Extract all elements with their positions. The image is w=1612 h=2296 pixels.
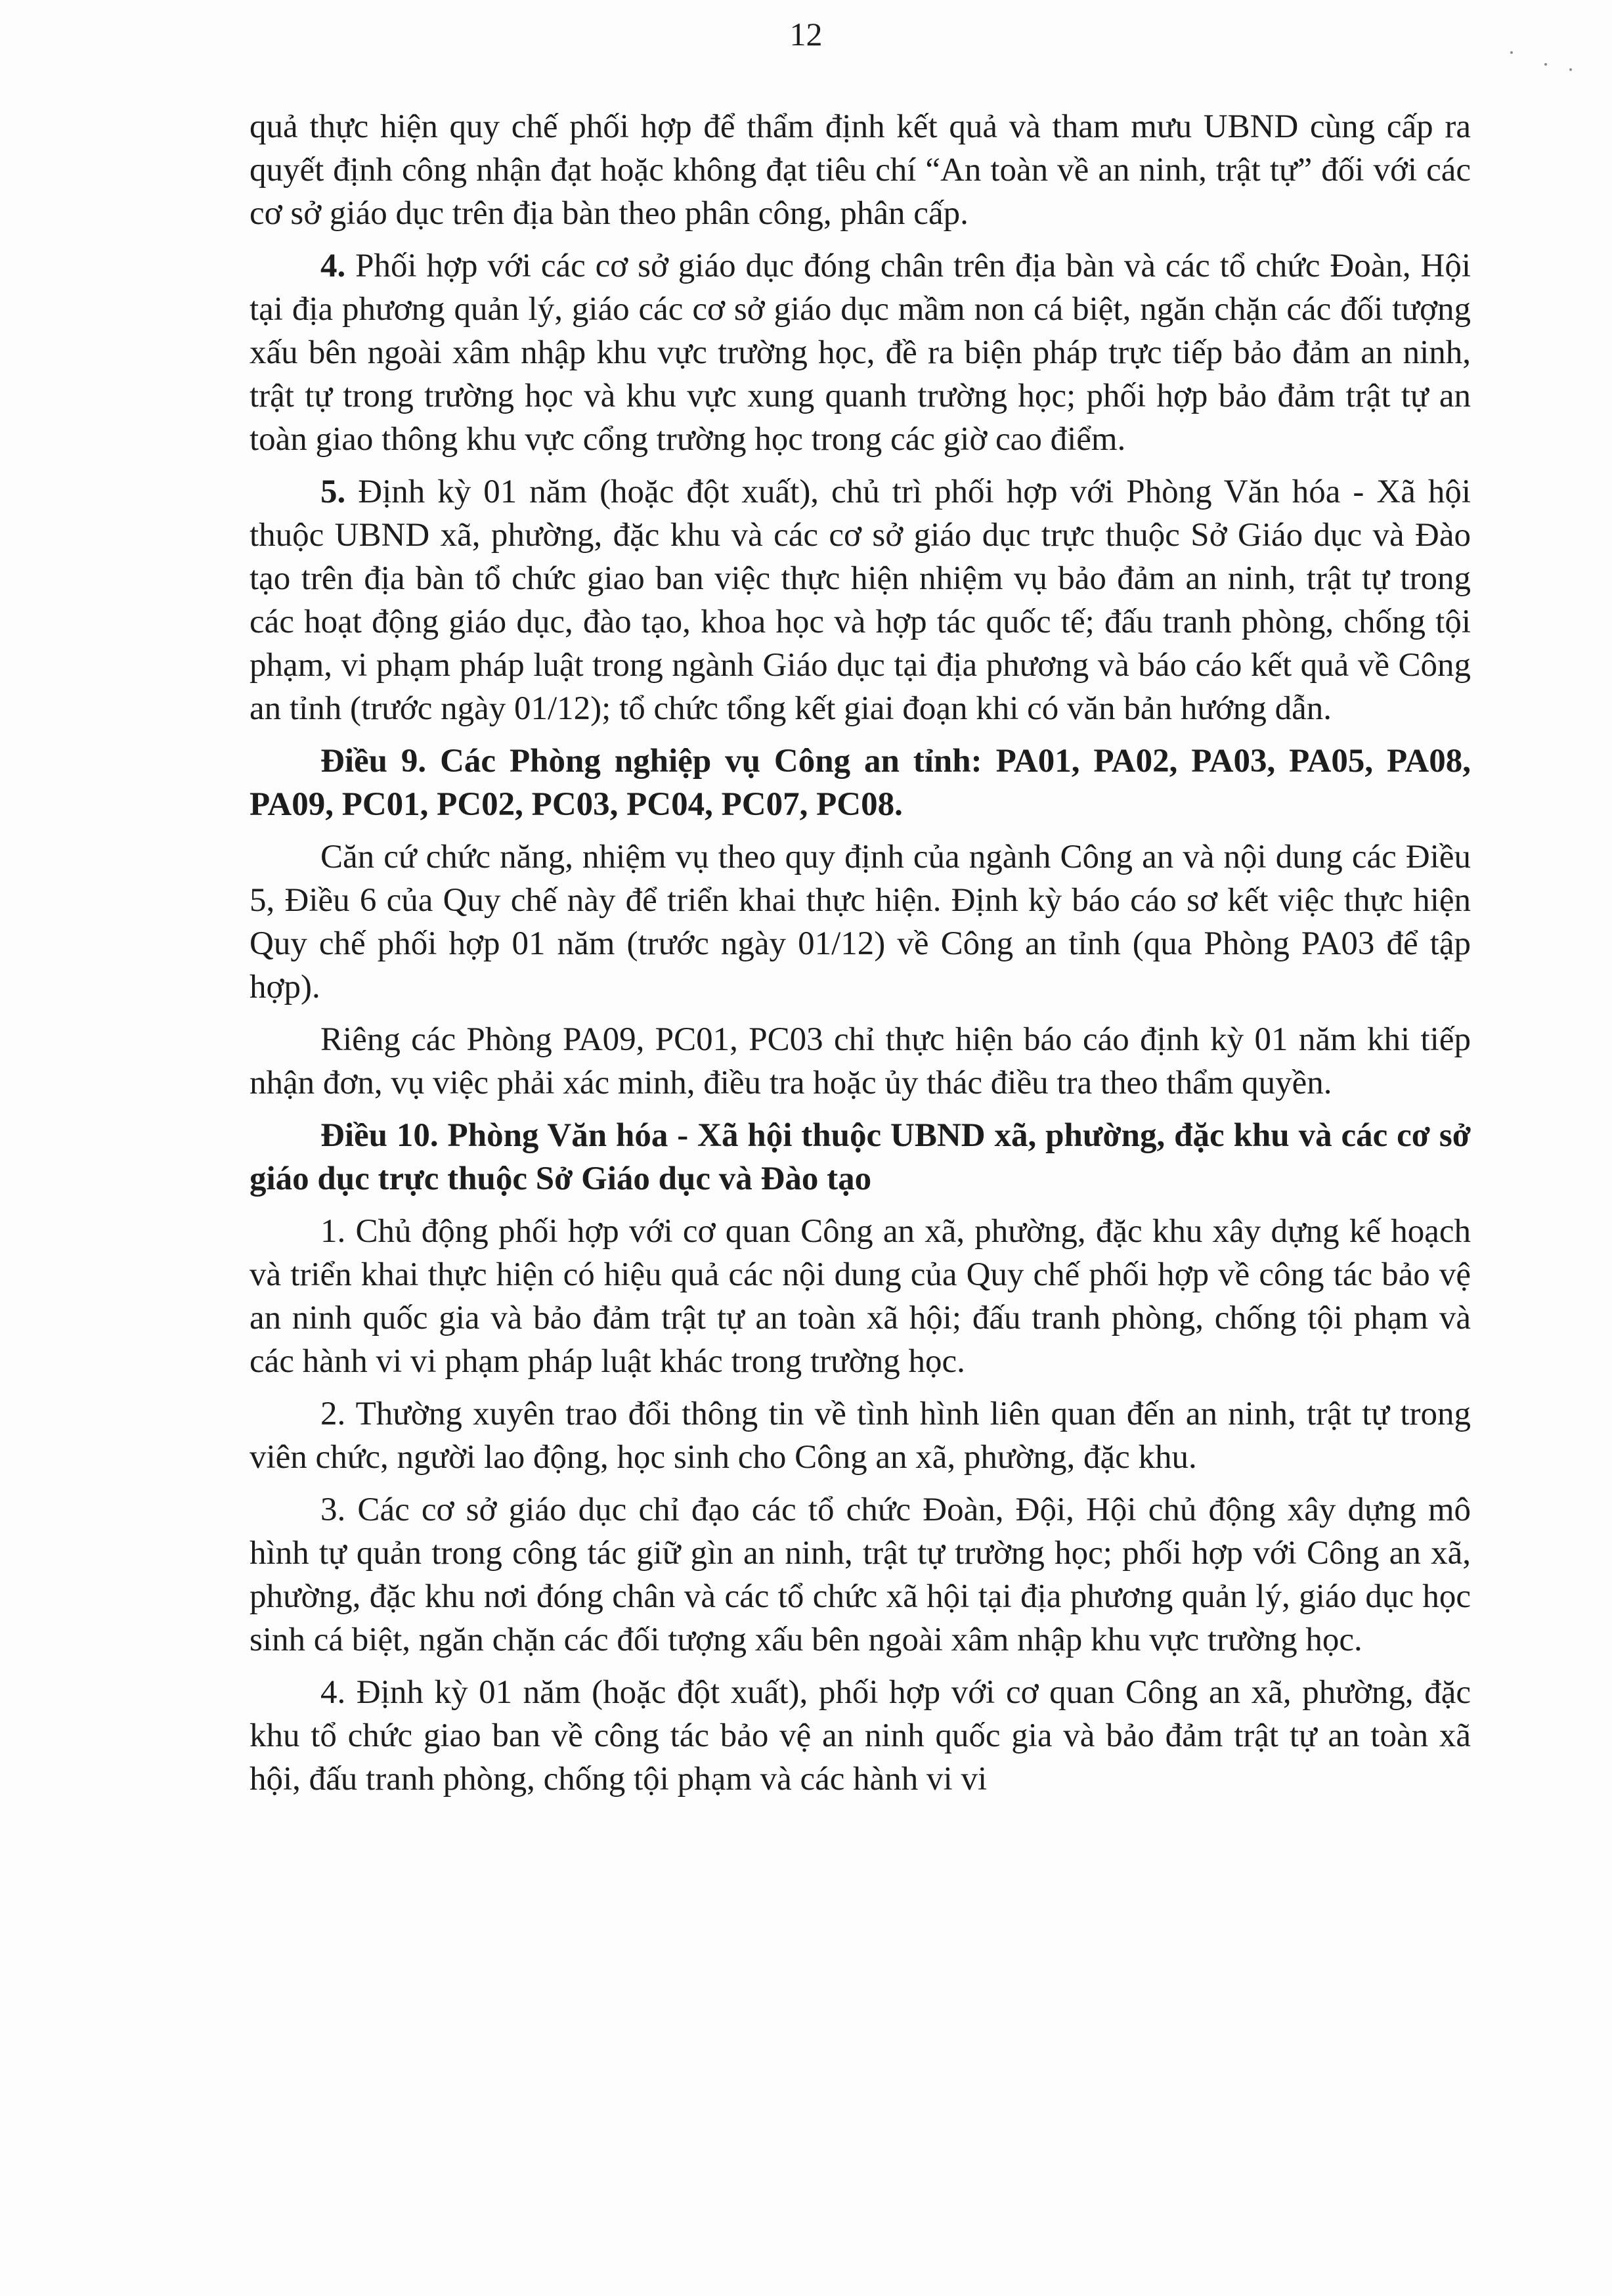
paragraph: Riêng các Phòng PA09, PC01, PC03 chỉ thực hiện báo cáo định kỳ 01 năm khi tiếp nhận đơn, vụ việc phải xác minh, điều tra hoặc ủy thác điều tra theo thẩm quyền. — [250, 1021, 1471, 1101]
scan-speck — [1569, 68, 1572, 71]
document-body — [250, 105, 1471, 1810]
paragraph-item-5 — [250, 470, 1471, 730]
paragraph-item-4: 4. Định kỳ 01 năm (hoặc đột xuất), phối hợp với cơ quan Công an xã, phường, đặc khu tổ chức giao ban về công tác bảo vệ an ninh quốc gia và bảo đảm trật tự an toàn xã hội, đấu tranh phòng, chống tội phạm và các hành vi vi — [250, 1674, 1471, 1798]
article-heading-9: Điều 9. Các Phòng nghiệp vụ Công an tỉnh: PA01, PA02, PA03, PA05, PA08, PA09, PC01, PC02, PC03, PC04, PC07, PC08. — [250, 743, 1471, 823]
page-number: 12 — [789, 16, 823, 53]
scan-speck — [1544, 63, 1547, 66]
item-text: Định kỳ 01 năm (hoặc đột xuất), chủ trì phối hợp với Phòng Văn hóa - Xã hội thuộc UBND xã, phường, đặc khu và các cơ sở giáo dục trực thuộc Sở Giáo dục và Đào tạo trên địa bàn tổ chức giao ban việc thực hiện nhiệm vụ bảo đảm an ninh, trật tự trong các hoạt động giáo dục, đào tạo, khoa học và hợp tác quốc tế; đấu tranh phòng, chống tội phạm, vi phạm pháp luật trong ngành Giáo dục tại địa phương và báo cáo kết quả về Công an tỉnh (trước ngày 01/12); tổ chức tổng kết giai đoạn khi có văn bản hướng dẫn. — [250, 474, 1471, 727]
item-text: Phối hợp với các cơ sở giáo dục đóng chân trên địa bàn và các tổ chức Đoàn, Hội tại địa phương quản lý, giáo các cơ sở giáo dục mầm non cá biệt, ngăn chặn các đối tượng xấu bên ngoài xâm nhập khu vực trường học, đề ra biện pháp trực tiếp bảo đảm an ninh, trật tự trong trường học và khu vực xung quanh trường học; phối hợp bảo đảm trật tự an toàn giao thông khu vực cổng trường học trong các giờ cao điểm. — [250, 248, 1471, 458]
paragraph-item-4 — [250, 244, 1471, 461]
paragraph-continued: quả thực hiện quy chế phối hợp để thẩm định kết quả và tham mưu UBND cùng cấp ra quyết định công nhận đạt hoặc không đạt tiêu chí “An toàn về an ninh, trật tự” đối với các cơ sở giáo dục trên địa bàn theo phân công, phân cấp. — [250, 108, 1471, 232]
paragraph-item-1: 1. Chủ động phối hợp với cơ quan Công an xã, phường, đặc khu xây dựng kế hoạch và triển khai thực hiện có hiệu quả các nội dung của Quy chế phối hợp về công tác bảo vệ an ninh quốc gia và bảo đảm trật tự an toàn xã hội; đấu tranh phòng, chống tội phạm và các hành vi vi phạm pháp luật khác trong trường học. — [250, 1213, 1471, 1380]
paragraph-item-3: 3. Các cơ sở giáo dục chỉ đạo các tổ chức Đoàn, Đội, Hội chủ động xây dựng mô hình tự quản trong công tác giữ gìn an ninh, trật tự trường học; phối hợp với Công an xã, phường, đặc khu nơi đóng chân và các tổ chức xã hội tại địa phương quản lý, giáo dục học sinh cá biệt, ngăn chặn các đối tượng xấu bên ngoài xâm nhập khu vực trường học. — [250, 1491, 1471, 1658]
scan-speck — [1510, 51, 1513, 54]
paragraph: Căn cứ chức năng, nhiệm vụ theo quy định của ngành Công an và nội dung các Điều 5, Điều 6 của Quy chế này để triển khai thực hiện. Định kỳ báo cáo sơ kết việc thực hiện Quy chế phối hợp 01 năm (trước ngày 01/12) về Công an tỉnh (qua Phòng PA03 để tập hợp). — [250, 839, 1471, 1005]
item-number: 4. — [320, 248, 346, 284]
paragraph-item-2: 2. Thường xuyên trao đổi thông tin về tình hình liên quan đến an ninh, trật tự trong viên chức, người lao động, học sinh cho Công an xã, phường, đặc khu. — [250, 1396, 1471, 1476]
item-number: 5. — [320, 474, 346, 510]
article-heading-10: Điều 10. Phòng Văn hóa - Xã hội thuộc UBND xã, phường, đặc khu và các cơ sở giáo dục trực thuộc Sở Giáo dục và Đào tạo — [250, 1117, 1471, 1197]
